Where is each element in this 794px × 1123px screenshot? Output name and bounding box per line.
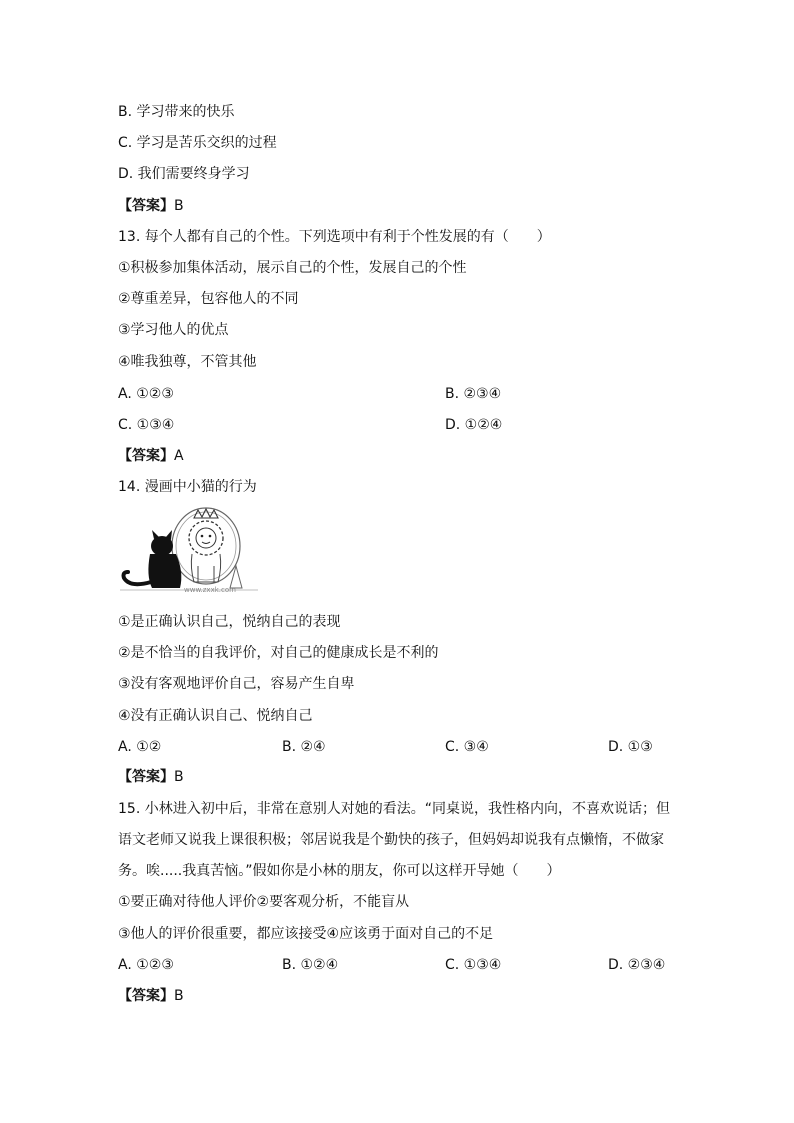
q13-option-c: C. ①③④ bbox=[118, 417, 175, 433]
q14-option-a: A. ①② bbox=[118, 739, 162, 755]
watermark-text: www.zxxk.com bbox=[184, 586, 236, 594]
answer-label: 【答案】 bbox=[118, 198, 174, 214]
q13-answer bbox=[118, 446, 184, 466]
q15-stem-line-3: 务。唉.....我真苦恼。”假如你是小林的朋友，你可以这样开导她（ ） bbox=[118, 863, 561, 879]
q15-stem-line-1: 15. 小林进入初中后，非常在意别人对她的看法。“同桌说，我性格内向，不喜欢说话；但 bbox=[118, 801, 670, 817]
q14-option-b: B. ②④ bbox=[282, 739, 326, 755]
q15-statements-3-4: ③他人的评价很重要，都应该接受④应该勇于面对自己的不足 bbox=[118, 926, 494, 942]
q15-option-d: D. ②③④ bbox=[608, 957, 666, 973]
q13-option-b: B. ②③④ bbox=[445, 386, 502, 402]
answer-label: 【答案】 bbox=[118, 448, 174, 464]
answer-value: B bbox=[174, 198, 184, 214]
answer-value: B bbox=[174, 769, 184, 785]
q13-statement-1: ①积极参加集体活动，展示自己的个性，发展自己的个性 bbox=[118, 260, 467, 276]
q15-option-c: C. ①③④ bbox=[445, 957, 502, 973]
q14-statement-2: ②是不恰当的自我评价，对自己的健康成长是不利的 bbox=[118, 645, 439, 661]
q13-statement-2: ②尊重差异，包容他人的不同 bbox=[118, 291, 299, 307]
q15-statements-1-2: ①要正确对待他人评价②要客观分析，不能盲从 bbox=[118, 894, 410, 910]
q14-stem: 14. 漫画中小猫的行为 bbox=[118, 479, 257, 495]
q14-statement-4: ④没有正确认识自己、悦纳自己 bbox=[118, 708, 313, 724]
q12-option-d: D. 我们需要终身学习 bbox=[118, 166, 250, 182]
q15-option-b: B. ①②④ bbox=[282, 957, 339, 973]
q12-option-c: C. 学习是苦乐交织的过程 bbox=[118, 135, 277, 151]
answer-label: 【答案】 bbox=[118, 769, 174, 785]
answer-value: B bbox=[174, 988, 184, 1004]
q14-option-d: D. ①③ bbox=[608, 739, 653, 755]
q12-answer bbox=[118, 196, 184, 216]
q15-option-a: A. ①②③ bbox=[118, 957, 174, 973]
q15-answer bbox=[118, 986, 184, 1006]
q12-option-b: B. 学习带来的快乐 bbox=[118, 104, 235, 120]
answer-label: 【答案】 bbox=[118, 988, 174, 1004]
q13-statement-3: ③学习他人的优点 bbox=[118, 322, 229, 338]
q13-option-a: A. ①②③ bbox=[118, 386, 174, 402]
q13-option-d: D. ①②④ bbox=[445, 417, 503, 433]
q13-stem: 13. 每个人都有自己的个性。下列选项中有利于个性发展的有（ ） bbox=[118, 229, 551, 245]
cartoon-cat-mirror-lion-image bbox=[118, 506, 262, 594]
q14-answer bbox=[118, 767, 184, 787]
q14-option-c: C. ③④ bbox=[445, 739, 489, 755]
q14-statement-3: ③没有客观地评价自己，容易产生自卑 bbox=[118, 676, 355, 692]
answer-value: A bbox=[174, 448, 184, 464]
q14-statement-1: ①是正确认识自己，悦纳自己的表现 bbox=[118, 614, 341, 630]
q13-statement-4: ④唯我独尊，不管其他 bbox=[118, 354, 257, 370]
q15-stem-line-2: 语文老师又说我上课很积极；邻居说我是个勤快的孩子，但妈妈却说我有点懒惰，不做家 bbox=[118, 832, 664, 848]
